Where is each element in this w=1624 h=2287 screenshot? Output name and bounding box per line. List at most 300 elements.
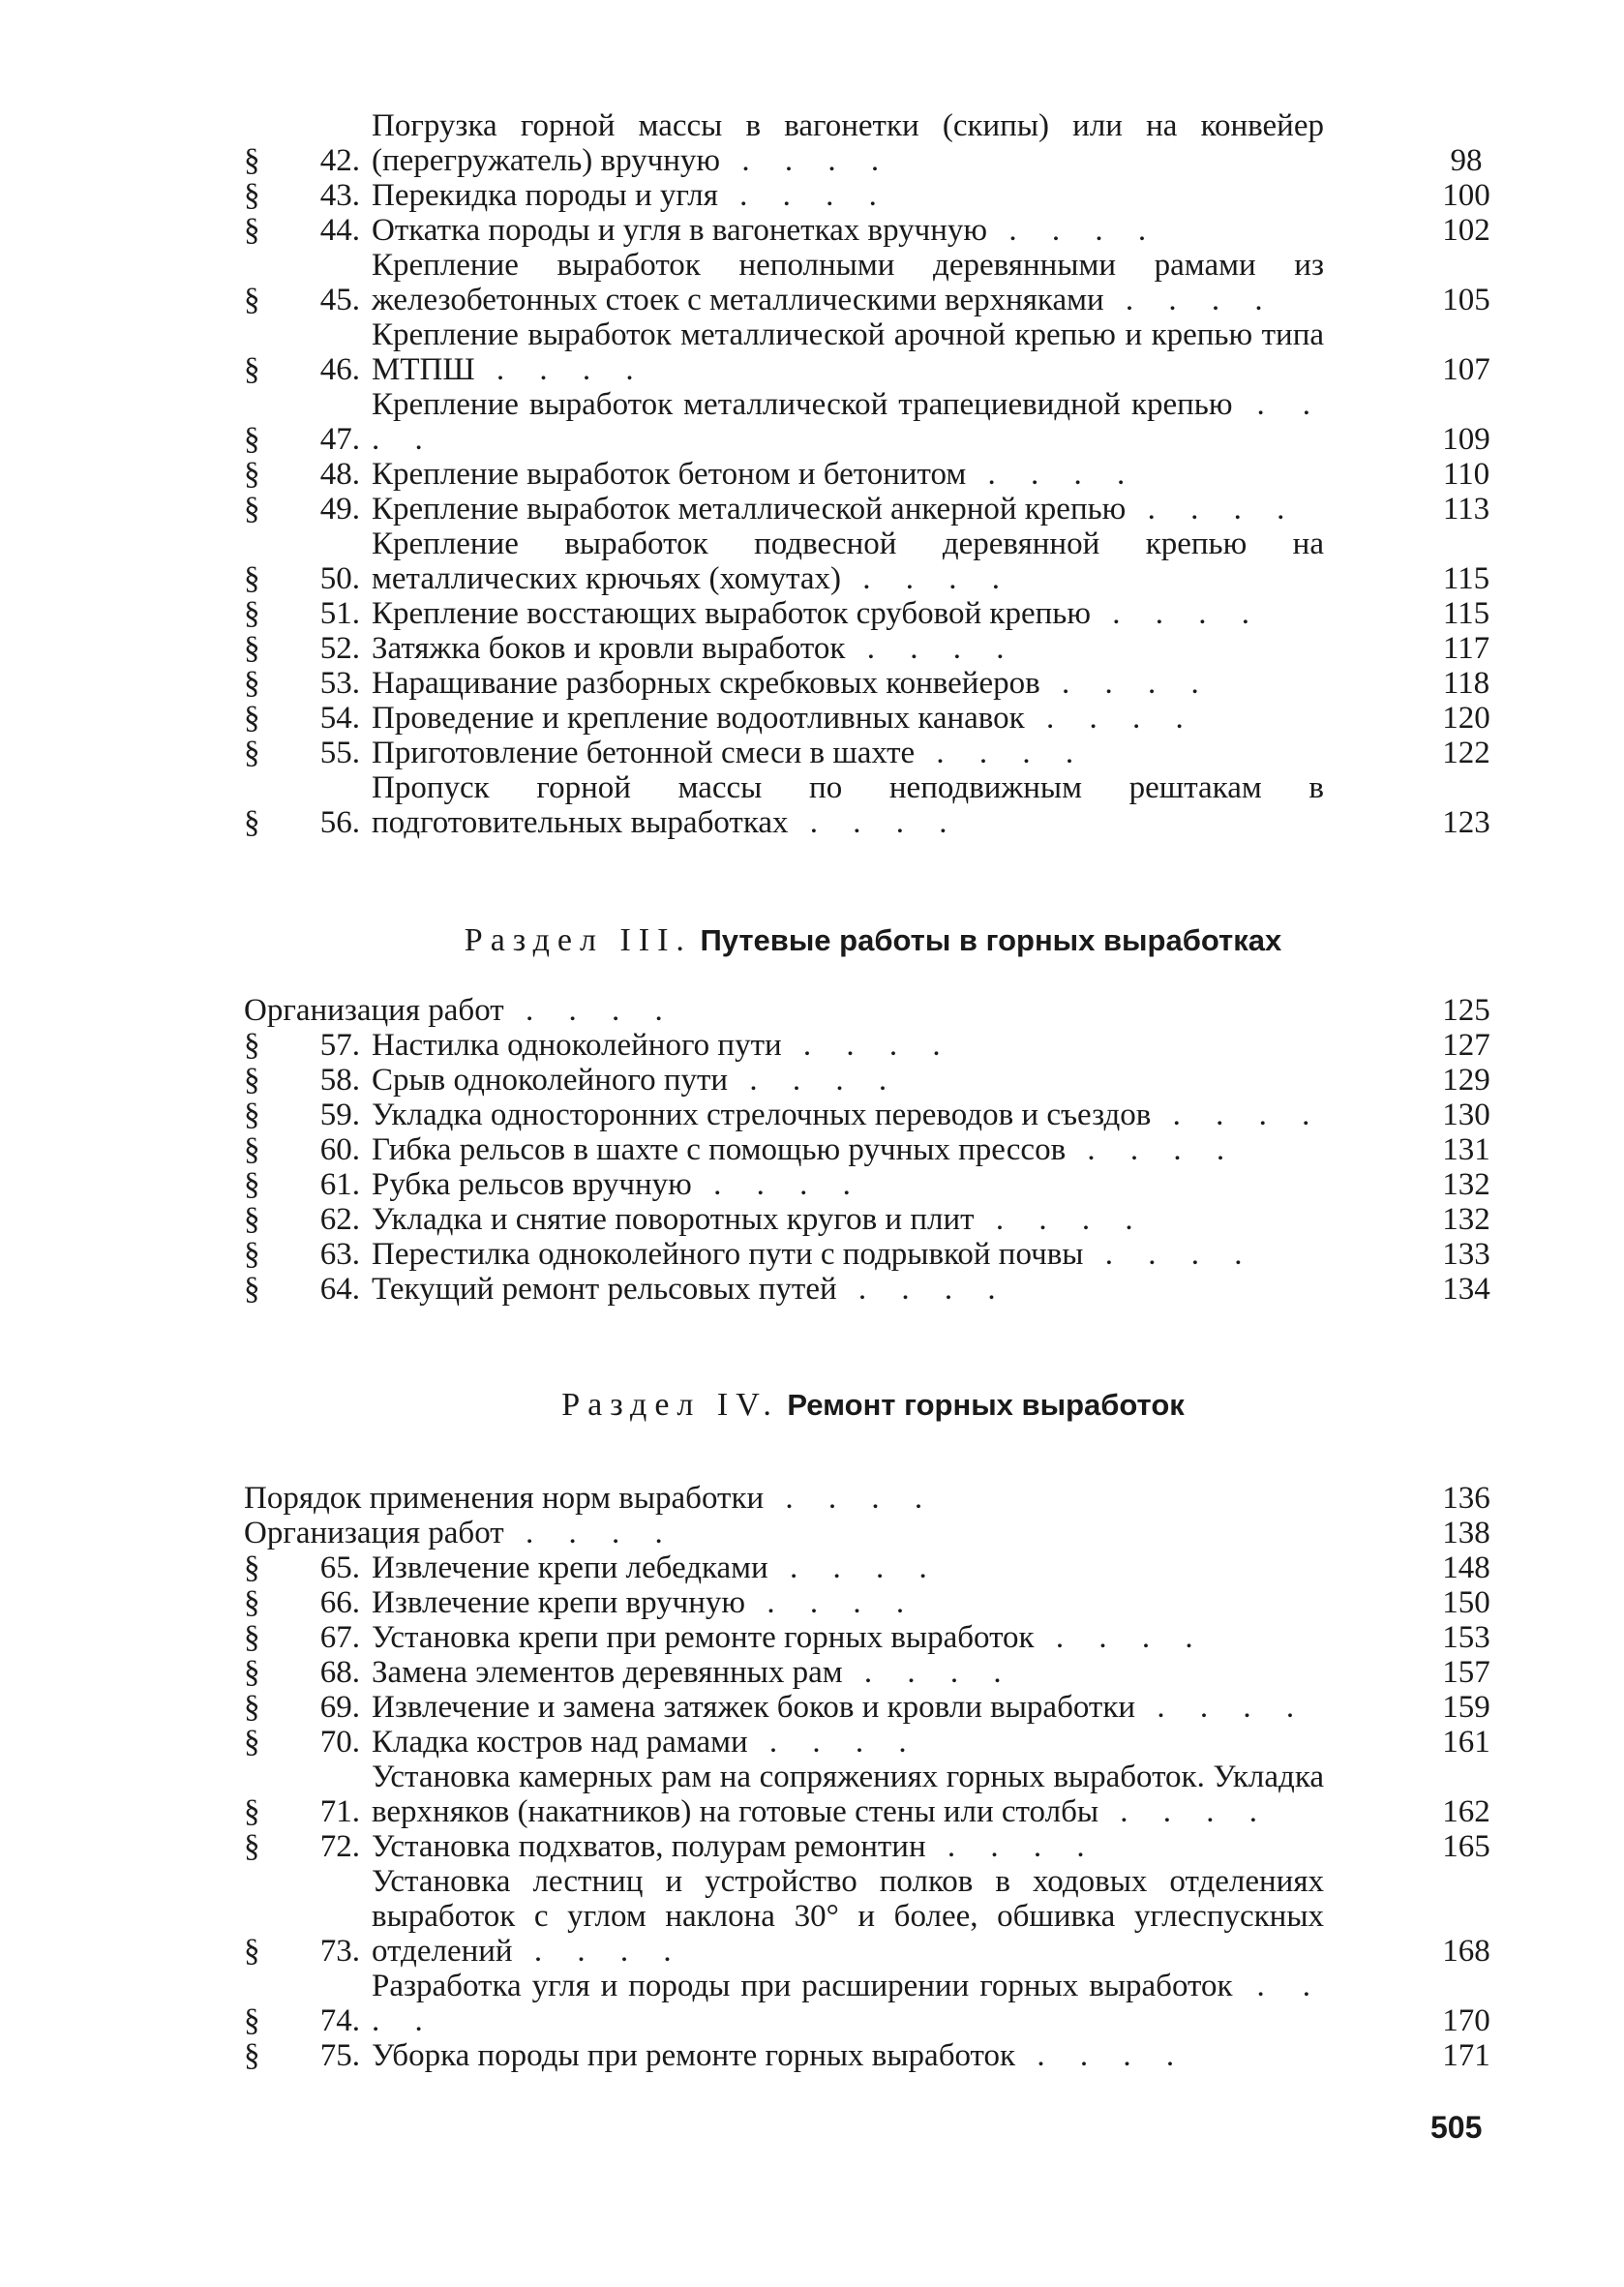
- entry-page-number: [1324, 805, 1502, 840]
- entry-page-number: [1324, 1202, 1502, 1237]
- entry-title: [372, 213, 1324, 248]
- entry-title-text: Крепление выработок подвесной деревянной крепью на металлических крючьях (хомутах): [372, 527, 1324, 596]
- dot-leader: . . . .: [720, 143, 893, 178]
- entry-page-number: [1324, 1028, 1502, 1063]
- entry-title-text: Извлечение крепи лебедками: [372, 1550, 768, 1585]
- toc-entry: [244, 1028, 1502, 1063]
- entry-title: [372, 387, 1324, 457]
- entry-title-text: Укладка односторонних стрелочных переводов и съездов: [372, 1098, 1152, 1132]
- entry-title: [372, 1098, 1324, 1132]
- entry-page-value: 132: [1442, 1202, 1490, 1237]
- toc-block-3-intro: [244, 1481, 1502, 1550]
- entry-title-text: Наращивание разборных скребковых конвейеров: [372, 666, 1040, 701]
- entry-page-value: 115: [1442, 596, 1490, 631]
- entry-page-value: 165: [1442, 1829, 1490, 1864]
- entry-number: 70.: [319, 1725, 360, 1760]
- toc-block-2-intro: [244, 993, 1502, 1028]
- entry-title-text: Укладка и снятие поворотных кругов и плит: [372, 1202, 975, 1237]
- entry-page-value: 125: [1442, 993, 1490, 1028]
- entry-page-number: [1324, 1690, 1502, 1725]
- entry-title-text: Текущий ремонт рельсовых путей: [372, 1272, 837, 1307]
- section-sign: §: [244, 1829, 260, 1864]
- entry-page-value: 129: [1442, 1063, 1490, 1098]
- dot-leader: . . . .: [691, 1167, 864, 1202]
- toc-entry: [244, 1272, 1502, 1307]
- page-number: 505: [1430, 2110, 1483, 2145]
- dot-leader: . . . .: [747, 1725, 920, 1760]
- entry-title-text: Установка лестниц и устройство полков в ходовых отделениях выработок с углом наклона 30° и более, обшивка углеспускных отделений: [372, 1864, 1324, 1969]
- entry-page-value: 133: [1442, 1237, 1490, 1272]
- entry-page-number: [1324, 2038, 1502, 2073]
- entry-title-text: Крепление выработок металлической арочной крепью и крепью типа МТПШ: [372, 317, 1324, 387]
- entry-number: 42.: [319, 143, 360, 178]
- entry-page-number: [1324, 1829, 1502, 1864]
- entry-title: [372, 1237, 1324, 1272]
- entry-title-text: Организация работ: [244, 993, 504, 1028]
- entry-title: [244, 993, 1324, 1028]
- entry-title: [244, 1481, 1324, 1516]
- entry-title: [244, 1516, 1324, 1550]
- entry-title: [372, 1864, 1324, 1969]
- section-sign: §: [244, 1585, 260, 1620]
- entry-title-text: Крепление выработок бетоном и бетонитом: [372, 457, 967, 492]
- entry-title: [372, 178, 1324, 213]
- entry-page-value: 157: [1442, 1655, 1490, 1690]
- entry-title-text: Затяжка боков и кровли выработок: [372, 631, 846, 666]
- section-sign: §: [244, 143, 260, 178]
- toc-entry: [244, 317, 1502, 387]
- toc-entry: [244, 1167, 1502, 1202]
- toc-entry: [244, 387, 1502, 457]
- entry-number: 44.: [319, 213, 360, 248]
- entry-number: 47.: [319, 422, 360, 457]
- entry-title-text: Пропуск горной массы по неподвижным рештакам в подготовительных выработках: [372, 770, 1324, 840]
- toc-entry: [244, 457, 1502, 492]
- entry-page-value: 100: [1442, 178, 1490, 213]
- dot-leader: . . . .: [974, 1202, 1147, 1237]
- entry-title: [372, 317, 1324, 387]
- toc-entry: [244, 993, 1502, 1028]
- entry-title: [372, 108, 1324, 178]
- entry-title: [372, 1585, 1324, 1620]
- section-sign: §: [244, 213, 260, 248]
- entry-number: 51.: [319, 596, 360, 631]
- entry-title: [372, 1272, 1324, 1307]
- dot-leader: . . . .: [728, 1063, 901, 1098]
- dot-leader: . . . .: [372, 387, 1324, 457]
- entry-title: [372, 596, 1324, 631]
- entry-number: 55.: [319, 736, 360, 770]
- entry-page-number: [1324, 1063, 1502, 1098]
- section-sign: §: [244, 283, 260, 317]
- section-sign: §: [244, 422, 260, 457]
- dot-leader: . . . .: [717, 178, 890, 213]
- dot-leader: . . . .: [842, 1655, 1015, 1690]
- dot-leader: . . . .: [1135, 1690, 1308, 1725]
- section-sign: §: [244, 457, 260, 492]
- dot-leader: . . . .: [1126, 492, 1299, 527]
- entry-page-number: [1324, 2003, 1502, 2038]
- entry-page-number: [1324, 1516, 1502, 1550]
- entry-page-value: 107: [1442, 352, 1490, 387]
- section-sign: §: [244, 1934, 260, 1969]
- toc-entry: [244, 1969, 1502, 2038]
- toc-entry: [244, 248, 1502, 317]
- entry-title: [372, 1969, 1324, 2038]
- toc-block-2: [244, 1028, 1502, 1307]
- entry-page-value: 150: [1442, 1585, 1490, 1620]
- entry-page-number: [1324, 1167, 1502, 1202]
- entry-page-number: [1324, 1098, 1502, 1132]
- entry-title-text: Рубка рельсов вручную: [372, 1167, 692, 1202]
- section-3-title: Путевые работы в горных выработках: [700, 923, 1282, 957]
- toc-entry: [244, 1550, 1502, 1585]
- section-sign: §: [244, 2003, 260, 2038]
- entry-title: [372, 2038, 1324, 2073]
- entry-page-number: [1324, 1794, 1502, 1829]
- toc-entry: [244, 736, 1502, 770]
- section-sign: §: [244, 1202, 260, 1237]
- entry-number: 69.: [319, 1690, 360, 1725]
- section-sign: §: [244, 701, 260, 736]
- entry-title: [372, 1620, 1324, 1655]
- entry-number: 54.: [319, 701, 360, 736]
- entry-page-value: 117: [1442, 631, 1490, 666]
- entry-page-value: 118: [1442, 666, 1490, 701]
- toc-entry: [244, 1620, 1502, 1655]
- toc-entry: [244, 1516, 1502, 1550]
- entry-page-value: 122: [1442, 736, 1490, 770]
- entry-page-number: [1324, 1550, 1502, 1585]
- entry-number: 68.: [319, 1655, 360, 1690]
- entry-number: 72.: [319, 1829, 360, 1864]
- entry-title: [372, 492, 1324, 527]
- entry-page-value: 98: [1450, 143, 1483, 178]
- toc-entry: [244, 213, 1502, 248]
- entry-page-number: [1324, 1272, 1502, 1307]
- section-4-heading: [244, 1388, 1502, 1423]
- entry-title: [372, 1167, 1324, 1202]
- entry-page-number: [1324, 457, 1502, 492]
- entry-number: 66.: [319, 1585, 360, 1620]
- entry-page-value: 168: [1442, 1934, 1490, 1969]
- entry-page-number: [1324, 701, 1502, 736]
- dot-leader: . . . .: [512, 1934, 685, 1969]
- entry-page-value: 113: [1442, 492, 1490, 527]
- entry-page-number: [1324, 1655, 1502, 1690]
- toc-entry: [244, 1132, 1502, 1167]
- dot-leader: . . . .: [372, 1969, 1325, 2038]
- entry-page-number: [1324, 993, 1502, 1028]
- entry-title-text: Откатка породы и угля в вагонетках вручную: [372, 213, 988, 248]
- entry-title-text: Перестилка одноколейного пути с подрывкой почвы: [372, 1237, 1084, 1272]
- entry-page-value: 153: [1442, 1620, 1490, 1655]
- toc-entry: [244, 666, 1502, 701]
- entry-page-value: 120: [1442, 701, 1490, 736]
- dot-leader: . . . .: [915, 736, 1088, 770]
- dot-leader: . . . .: [764, 1481, 937, 1516]
- section-sign: §: [244, 492, 260, 527]
- entry-page-number: [1324, 178, 1502, 213]
- entry-page-number: [1324, 561, 1502, 596]
- toc-entry: [244, 770, 1502, 840]
- entry-number: 50.: [319, 561, 360, 596]
- entry-number: 60.: [319, 1132, 360, 1167]
- entry-title-text: Установка крепи при ремонте горных выработок: [372, 1620, 1035, 1655]
- entry-title-text: Извлечение крепи вручную: [372, 1585, 746, 1620]
- entry-page-number: [1324, 283, 1502, 317]
- section-3-heading: [244, 923, 1502, 958]
- entry-title: [372, 1760, 1324, 1829]
- entry-page-number: [1324, 1132, 1502, 1167]
- dot-leader: . . . .: [836, 1272, 1009, 1307]
- toc-entry: [244, 1760, 1502, 1829]
- entry-title: [372, 1132, 1324, 1167]
- entry-page-number: [1324, 736, 1502, 770]
- dot-leader: . . . .: [845, 631, 1018, 666]
- entry-page-value: 131: [1442, 1132, 1490, 1167]
- section-sign: §: [244, 2038, 260, 2073]
- dot-leader: . . . .: [1015, 2038, 1188, 2073]
- toc-entry: [244, 492, 1502, 527]
- entry-page-number: [1324, 666, 1502, 701]
- toc-entry: [244, 1690, 1502, 1725]
- dot-leader: . . . .: [1024, 701, 1197, 736]
- dot-leader: . . . .: [1083, 1237, 1256, 1272]
- entry-number: 73.: [319, 1934, 360, 1969]
- entry-title-text: Крепление выработок неполными деревянными рамами из железобетонных стоек с металлическими верхняками: [372, 248, 1324, 317]
- entry-page-value: 162: [1442, 1794, 1490, 1829]
- section-4-label: Раздел IV.: [561, 1387, 779, 1423]
- entry-title: [372, 770, 1324, 840]
- dot-leader: . . . .: [987, 213, 1160, 248]
- entry-title: [372, 527, 1324, 596]
- toc-entry: [244, 1098, 1502, 1132]
- section-sign: §: [244, 1132, 260, 1167]
- entry-page-value: 109: [1442, 422, 1490, 457]
- entry-title: [372, 631, 1324, 666]
- entry-page-value: 170: [1442, 2003, 1490, 2038]
- section-sign: §: [244, 1690, 260, 1725]
- section-sign: §: [244, 736, 260, 770]
- entry-page-value: 130: [1442, 1098, 1490, 1132]
- section-sign: §: [244, 1725, 260, 1760]
- section-sign: §: [244, 1550, 260, 1585]
- entry-title-text: Порядок применения норм выработки: [244, 1481, 765, 1516]
- entry-page-number: [1324, 596, 1502, 631]
- dot-leader: . . . .: [841, 561, 1013, 596]
- toc-entry: [244, 596, 1502, 631]
- entry-title: [372, 1725, 1324, 1760]
- toc-entry: [244, 1063, 1502, 1098]
- entry-number: 57.: [319, 1028, 360, 1063]
- section-4-title: Ремонт горных выработок: [787, 1388, 1185, 1422]
- entry-page-number: [1324, 1725, 1502, 1760]
- entry-title: [372, 1063, 1324, 1098]
- section-sign: §: [244, 1028, 260, 1063]
- entry-number: 65.: [319, 1550, 360, 1585]
- dot-leader: . . . .: [966, 457, 1139, 492]
- entry-number: 48.: [319, 457, 360, 492]
- entry-title: [372, 1028, 1324, 1063]
- toc-entry: [244, 1202, 1502, 1237]
- entry-page-value: 148: [1442, 1550, 1490, 1585]
- entry-page-value: 110: [1442, 457, 1490, 492]
- entry-page-number: [1324, 1237, 1502, 1272]
- section-sign: §: [244, 561, 260, 596]
- entry-number: 61.: [319, 1167, 360, 1202]
- entry-title-text: Срыв одноколейного пути: [372, 1063, 729, 1098]
- entry-page-number: [1324, 352, 1502, 387]
- entry-title-text: Организация работ: [244, 1516, 504, 1550]
- entry-title: [372, 1690, 1324, 1725]
- entry-page-value: 105: [1442, 283, 1490, 317]
- toc-entry: [244, 1725, 1502, 1760]
- section-sign: §: [244, 1063, 260, 1098]
- entry-number: 58.: [319, 1063, 360, 1098]
- entry-title-text: Проведение и крепление водоотливных канавок: [372, 701, 1025, 736]
- entry-page-value: 138: [1442, 1516, 1490, 1550]
- dot-leader: . . . .: [1098, 1794, 1272, 1829]
- entry-page-value: 115: [1442, 561, 1490, 596]
- entry-title-text: Разработка угля и породы при расширении горных выработок: [372, 1969, 1233, 2003]
- entry-title-text: Перекидка породы и угля: [372, 178, 718, 213]
- toc-block-1: [244, 108, 1502, 840]
- section-sign: §: [244, 596, 260, 631]
- toc-entry: [244, 2038, 1502, 2073]
- entry-page-number: [1324, 143, 1502, 178]
- table-of-contents: [244, 108, 1502, 2073]
- section-sign: §: [244, 1272, 260, 1307]
- section-sign: §: [244, 178, 260, 213]
- section-sign: §: [244, 666, 260, 701]
- entry-title-text: Гибка рельсов в шахте с помощью ручных прессов: [372, 1132, 1067, 1167]
- entry-number: 67.: [319, 1620, 360, 1655]
- entry-page-number: [1324, 631, 1502, 666]
- dot-leader: . . . .: [1039, 666, 1213, 701]
- entry-number: 45.: [319, 283, 360, 317]
- toc-entry: [244, 108, 1502, 178]
- dot-leader: . . . .: [767, 1550, 941, 1585]
- dot-leader: . . . .: [925, 1829, 1098, 1864]
- section-sign: §: [244, 631, 260, 666]
- toc-entry: [244, 1237, 1502, 1272]
- toc-entry: [244, 631, 1502, 666]
- toc-block-3: [244, 1550, 1502, 2073]
- entry-number: 74.: [319, 2003, 360, 2038]
- entry-title: [372, 1202, 1324, 1237]
- entry-title-text: Погрузка горной массы в вагонетки (скипы) или на конвейер (перегружатель) вручную: [372, 108, 1324, 178]
- toc-entry: [244, 1481, 1502, 1516]
- dot-leader: . . . .: [1151, 1098, 1324, 1132]
- section-sign: §: [244, 1794, 260, 1829]
- entry-title-text: Крепление выработок металлической анкерной крепью: [372, 492, 1127, 527]
- entry-number: 56.: [319, 805, 360, 840]
- entry-title-text: Установка подхватов, полурам ремонтин: [372, 1829, 926, 1864]
- entry-title-text: Кладка костров над рамами: [372, 1725, 748, 1760]
- entry-page-value: 171: [1442, 2038, 1490, 2073]
- entry-page-number: [1324, 492, 1502, 527]
- entry-page-value: 161: [1442, 1725, 1490, 1760]
- entry-page-number: [1324, 1620, 1502, 1655]
- entry-title: [372, 1550, 1324, 1585]
- dot-leader: . . . .: [1034, 1620, 1207, 1655]
- entry-title: [372, 1655, 1324, 1690]
- toc-entry: [244, 1864, 1502, 1969]
- dot-leader: . . . .: [1066, 1132, 1239, 1167]
- entry-title-text: Извлечение и замена затяжек боков и кровли выработки: [372, 1690, 1136, 1725]
- entry-page-value: 132: [1442, 1167, 1490, 1202]
- entry-title: [372, 248, 1324, 317]
- entry-number: 63.: [319, 1237, 360, 1272]
- dot-leader: . . . .: [781, 1028, 954, 1063]
- entry-page-value: 159: [1442, 1690, 1490, 1725]
- entry-title-text: Установка камерных рам на сопряжениях горных выработок. Укладка верхняков (накатников) на готовые стены или столбы: [372, 1760, 1324, 1829]
- entry-number: 53.: [319, 666, 360, 701]
- entry-page-number: [1324, 213, 1502, 248]
- entry-page-number: [1324, 422, 1502, 457]
- dot-leader: . . . .: [474, 352, 647, 387]
- entry-page-value: 102: [1442, 213, 1490, 248]
- toc-entry: [244, 701, 1502, 736]
- entry-title-text: Приготовление бетонной смеси в шахте: [372, 736, 916, 770]
- entry-number: 75.: [319, 2038, 360, 2073]
- dot-leader: . . . .: [503, 993, 677, 1028]
- entry-title-text: Крепление выработок металлической трапециевидной крепью: [372, 387, 1233, 422]
- section-sign: §: [244, 805, 260, 840]
- entry-number: 71.: [319, 1794, 360, 1829]
- entry-page-value: 127: [1442, 1028, 1490, 1063]
- entry-number: 64.: [319, 1272, 360, 1307]
- dot-leader: . . . .: [745, 1585, 918, 1620]
- entry-page-value: 134: [1442, 1272, 1490, 1307]
- section-sign: §: [244, 1098, 260, 1132]
- entry-page-number: [1324, 1934, 1502, 1969]
- entry-title: [372, 1829, 1324, 1864]
- section-sign: §: [244, 1620, 260, 1655]
- toc-entry: [244, 527, 1502, 596]
- section-sign: §: [244, 1167, 260, 1202]
- entry-number: 59.: [319, 1098, 360, 1132]
- entry-title: [372, 736, 1324, 770]
- entry-page-value: 123: [1442, 805, 1490, 840]
- entry-number: 49.: [319, 492, 360, 527]
- entry-page-number: [1324, 1481, 1502, 1516]
- dot-leader: . . . .: [1090, 596, 1263, 631]
- dot-leader: . . . .: [1103, 283, 1277, 317]
- section-sign: §: [244, 1237, 260, 1272]
- entry-title-text: Настилка одноколейного пути: [372, 1028, 782, 1063]
- entry-title-text: Уборка породы при ремонте горных выработок: [372, 2038, 1016, 2073]
- entry-title: [372, 701, 1324, 736]
- entry-number: 46.: [319, 352, 360, 387]
- section-3-label: Раздел III.: [464, 922, 692, 958]
- entry-page-number: [1324, 1585, 1502, 1620]
- entry-title: [372, 666, 1324, 701]
- section-sign: §: [244, 1655, 260, 1690]
- dot-leader: . . . .: [788, 805, 961, 840]
- section-sign: §: [244, 352, 260, 387]
- entry-number: 52.: [319, 631, 360, 666]
- toc-entry: [244, 1829, 1502, 1864]
- entry-number: 62.: [319, 1202, 360, 1237]
- toc-entry: [244, 178, 1502, 213]
- toc-entry: [244, 1585, 1502, 1620]
- entry-title-text: Замена элементов деревянных рам: [372, 1655, 843, 1690]
- dot-leader: . . . .: [503, 1516, 677, 1550]
- entry-title: [372, 457, 1324, 492]
- entry-title-text: Крепление восстающих выработок срубовой крепью: [372, 596, 1091, 631]
